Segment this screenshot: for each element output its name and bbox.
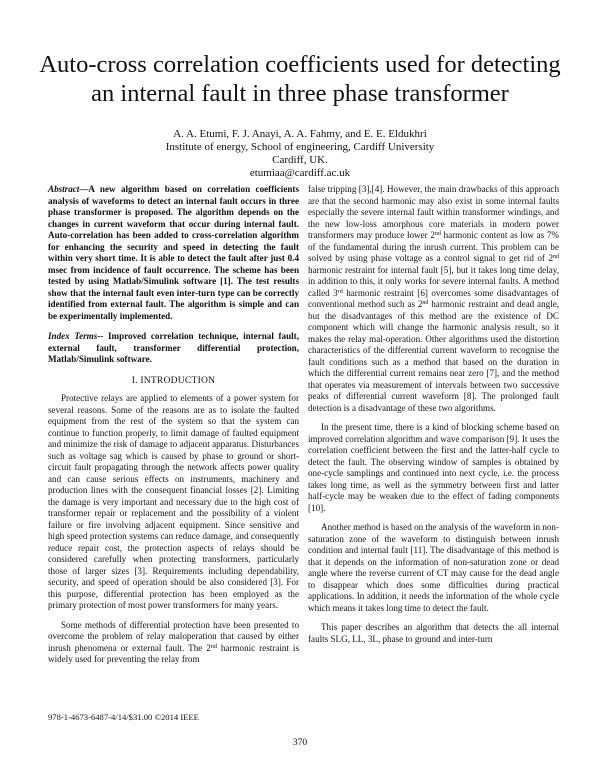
left-column [48,184,299,674]
abstract [48,184,299,322]
paragraph: In the present time, there is a kind of blocking scheme based on improved correlation algorithm and wave comparison [9]. It uses the correlation coefficient between the first and the latter-half cycle to detect the fault. The observing window of samples is obtained by one-cycle samplings and continued into next cycle, i.e. the process takes long time, as well as the symmetry between first and latter half-cycle may be weaken due to the effect of fading components [10]. [308,422,559,513]
location: Cardiff, UK. [272,154,328,166]
title-line-1: Auto-cross correlation coefficients used for detecting [39,51,561,78]
index-terms-text: -- Improved correlation technique, internal fault, external fault, transformer differential protection, Matlab/Simulink software. [48,331,299,364]
paragraph: This paper describes an algorithm that detects the all internal faults SLG, LL, 3L, phase to ground and inter-turn [308,622,559,644]
title-line-2: an internal fault in three phase transformer [91,80,509,107]
email: etumiaa@cardiff.ac.uk [249,167,351,179]
copyright-notice: 978-1-4673-6487-4/14/$31.00 ©2014 IEEE [48,712,199,722]
affiliation: Institute of energy, School of engineering, Cardiff University [165,141,435,153]
paragraph: false tripping [3],[4]. However, the main drawbacks of this approach are that the second harmonic may also exist in some internal faults especially the severe internal fault within transformer windings, and the new low-loss amorphous core materials in modern power transformers may produce lower 2nd harmonic content as low as 7% of the fundamental during the inrush current. This problem can be solved by using phase voltage as a control signal to get rid of 2nd harmonic restraint for internal fault [5], but it takes long time delay, in addition to this, it only works for severe internal faults. A method called 3rd harmonic restraint [6] overcomes some disadvantages of conventional method such as 2nd harmonic restraint and dead angle, but the disadvantages of this method are the existence of DC component which will change the harmonic analysis result, so it makes the relay mal-operation. Other algorithms used the distortion characteristics of the differential current waveform to recognise the fault conditions such as a method that based on the duration in which the differential current remains near zero [7], and the method that operates via measurement of intervals between two successive peaks of differential current waveform [8]. The prolonged fault detection is a disadvantage of these two algorithms. [308,184,560,413]
paper-title [20,50,580,108]
author-names: A. A. Etumi, F. J. Anayi, A. A. Fahmy, and E. E. Eldukhri [173,128,427,140]
abstract-label: Abstract [48,184,80,194]
paragraph: Another method is based on the analysis of the waveform in non-saturation zone of the waveform to distinguish between inrush condition and internal fault [11]. The disadvantage of this method is that it depends on the information of non-saturation zone or dead angle where the reverse current of CT may cause for the dead angle to disappear which does some difficulties during practical applications. In addition, it needs the information of the whole cycle which means it takes long time to detect the fault. [308,522,559,613]
abstract-text: —A new algorithm based on correlation coefficients analysis of waveforms to detect an internal fault occurs in three phase transformer is proposed. The algorithm depends on the changes in current waveform that occur during internal fault. Auto-correlation has been added to cross-correlation algorithm for enhancing the security and speed in detecting the fault within very short time. It is able to detect the fault after just 0.4 msec from incidence of fault occurrence. The scheme has been tested by using Matlab/Simulink software [1]. The test results show that the internal fault even inter-turn type can be correctly identified from external fault. The algorithm is simple and can be experimentally implemented. [48,184,299,321]
right-column [308,184,559,653]
author-block [40,128,560,180]
section-heading: I. INTRODUCTION [131,374,216,386]
paragraph: Protective relays are applied to elements of a power system for several reasons. Some of the reasons are as to isolate the faulted equipment from the rest of the system so that the system can continue to function properly, to limit damage of faulted equipment and minimize the risk of damage to adjacent apparatus. Disturbances such as voltage sag which is caused by phase to ground or short-circuit fault propagating through the network affects power quality and can cause serious effects on instruments, machinery and production lines with the consequent financial losses [2]. Limiting the damage is very important and necessary due to the high cost of transformer repair or replacement and the possibility of a violent failure or fire involving adjacent equipment. Since sensitive and high speed protection systems can reduce damage, and consequently reduce repair cost, the protection aspects of relays should be considered carefully when protecting transformers, particularly those of larger sizes [3]. Requirements including dependability, security, and speed of operation should be also considered [3]. For this purpose, differential protection has been employed as the primary protection of most power transformers for many years. [48,393,299,610]
index-terms [48,331,299,366]
paragraph: Some methods of differential protection have been presented to overcome the problem of relay maloperation that caused by either inrush phenomena or external fault. The 2nd harmonic restraint is widely used for preventing the relay from [48,619,300,664]
index-terms-label: Index Terms [48,331,98,341]
page-number: 370 [292,737,308,748]
